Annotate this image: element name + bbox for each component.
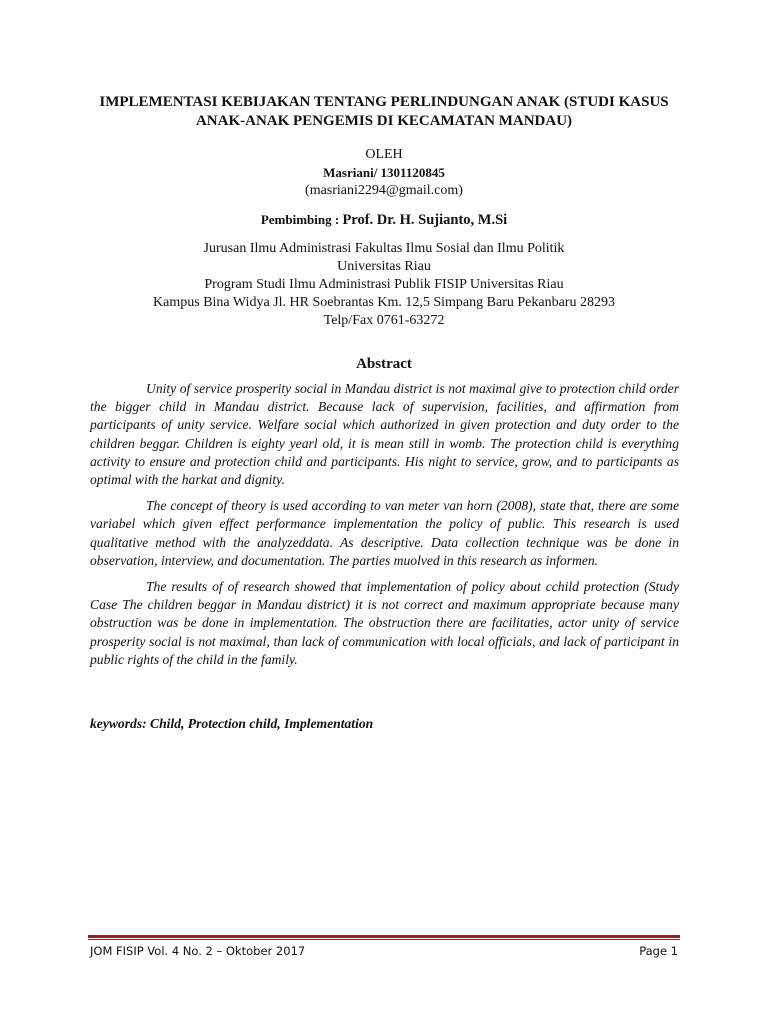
affiliation-line: Telp/Fax 0761-63272 [323, 313, 445, 328]
page-footer [90, 944, 678, 958]
abstract-heading: Abstract [356, 356, 412, 372]
title-line-1: IMPLEMENTASI KEBIJAKAN TENTANG PERLINDUNGAN ANAK (STUDI KASUS [99, 94, 669, 110]
affiliation-line: Universitas Riau [337, 259, 431, 274]
abstract-body [90, 380, 679, 677]
supervisor-name: Prof. Dr. H. Sujianto, M.Si [342, 212, 508, 228]
abstract-paragraph: The concept of theory is used according to van meter van horn (2008), state that, there are some variabel which given effect performance implementation the policy of public. This research is used qualitative method with the analyzeddata. As descriptive. Data collection technique was be done in observation, interview, and documentation. The parties muolved in this research as informen. [90, 498, 679, 568]
paper-title [60, 93, 708, 131]
affiliation-line: Jurusan Ilmu Administrasi Fakultas Ilmu Sosial dan Ilmu Politik [203, 241, 565, 256]
author-label: OLEH [365, 147, 403, 162]
footer-journal: JOM FISIP Vol. 4 No. 2 – Oktober 2017 [90, 944, 306, 958]
affiliation-line: Kampus Bina Widya Jl. HR Soebrantas Km. 12,5 Simpang Baru Pekanbaru 28293 [153, 295, 615, 310]
title-line-2: ANAK-ANAK PENGEMIS DI KECAMATAN MANDAU) [195, 113, 573, 129]
affiliation-block [60, 240, 708, 330]
supervisor-line [60, 212, 708, 229]
supervisor-label: Pembimbing : [260, 212, 343, 227]
keywords-line: keywords: Child, Protection child, Implementation [90, 716, 374, 731]
author-block [60, 146, 708, 200]
author-email: (masriani2294@gmail.com) [305, 183, 463, 198]
footer-divider [88, 935, 680, 940]
abstract-paragraph: Unity of service prosperity social in Mandau district is not maximal give to protection child order the bigger child in Mandau district. Because lack of supervision, facilities, and affirmation from participants of unity service. Welfare social which authorized in given protection and duty order to the children beggar. Children is eighty yearl old, it is mean still in womb. The protection child is everything activity to ensure and protection child and participants. His night to service, grow, and to participants as optimal with the harkat and dignity. [90, 381, 679, 488]
affiliation-line: Program Studi Ilmu Administrasi Publik FISIP Universitas Riau [204, 277, 564, 292]
footer-page-number: Page 1 [639, 944, 678, 958]
author-name: Masriani/ 1301120845 [323, 165, 445, 180]
abstract-paragraph: The results of of research showed that implementation of policy about cchild protection (Study Case The children beggar in Mandau district) it is not correct and maximum appropriate because many obstruction was be done in implementation. The obstruction there are facilitaties, actor unity of service prosperity social is not maximal, than lack of communication with local officials, and lack of participant in public rights of the child in the family. [90, 579, 679, 667]
